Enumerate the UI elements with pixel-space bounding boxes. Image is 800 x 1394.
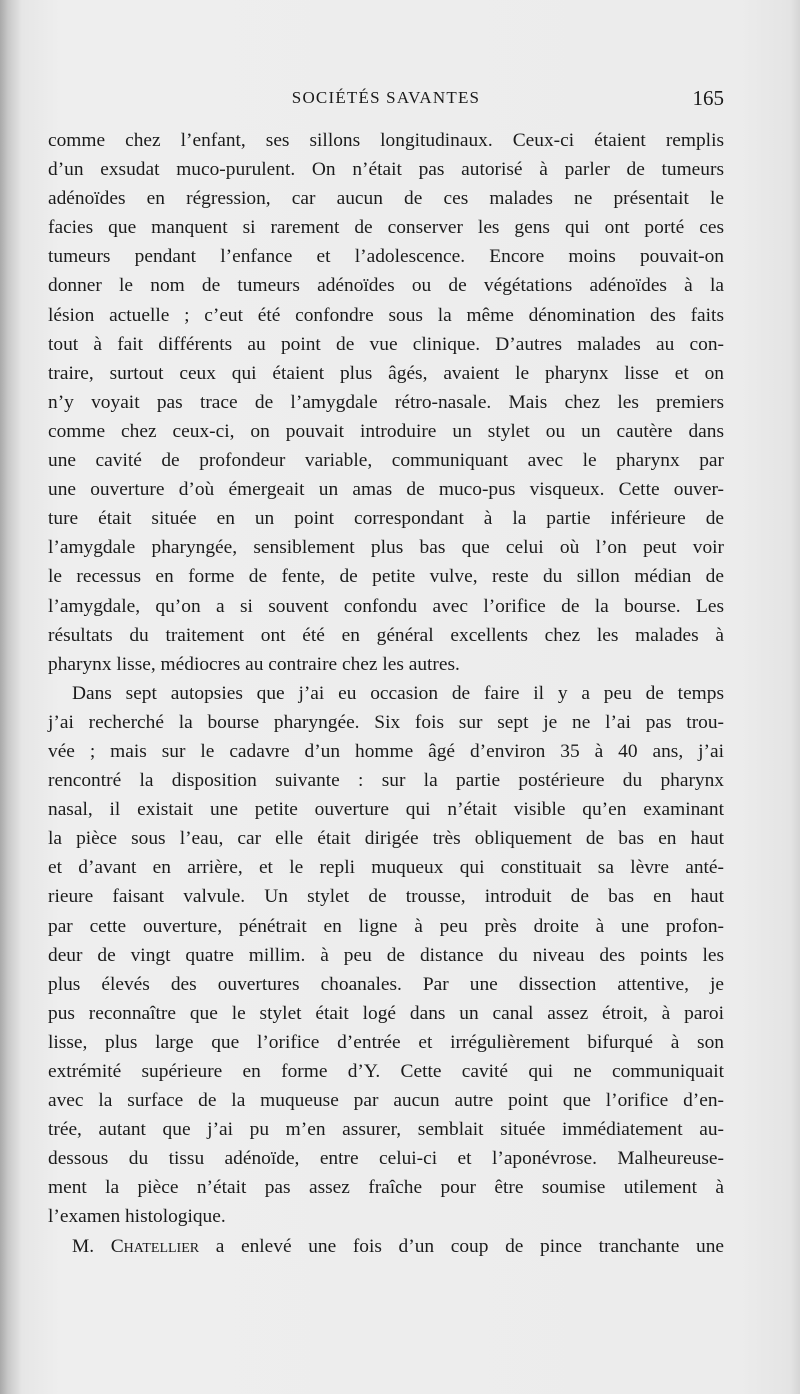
text-line: la pièce sous l’eau, car elle était dirigée très obliquement de bas en haut xyxy=(48,828,724,850)
line-rest: a enlevé une fois d’un coup de pince tranchante une xyxy=(199,1235,724,1257)
body-text xyxy=(48,126,724,1261)
running-head: SOCIÉTÉS SAVANTES xyxy=(291,88,481,107)
text-line: dessous du tissu adénoïde, entre celui-ci et l’aponévrose. Malheureuse- xyxy=(48,1148,724,1170)
text-line: donner le nom de tumeurs adénoïdes ou de végétations adénoïdes à la xyxy=(48,275,724,297)
text-line: résultats du traitement ont été en général excellents chez les malades à xyxy=(48,624,724,646)
page-number: 165 xyxy=(692,86,724,110)
text-line: trée, autant que j’ai pu m’en assurer, semblait située immédiatement au- xyxy=(48,1119,724,1141)
text-line: extrémité supérieure en forme d’Y. Cette cavité qui ne communiquait xyxy=(48,1061,724,1082)
text-line: vée ; mais sur le cadavre d’un homme âgé d’environ 35 à 40 ans, j’ai xyxy=(48,740,724,762)
text-line: j’ai recherché la bourse pharyngée. Six fois sur sept je ne l’ai pas trou- xyxy=(48,711,724,733)
text-line: une cavité de profondeur variable, communiquant avec le pharynx par xyxy=(48,450,724,472)
text-line: traire, surtout ceux qui étaient plus âgés, avaient le pharynx lisse et on xyxy=(48,362,724,384)
text-line: d’un exsudat muco-purulent. On n’était pas autorisé à parler de tumeurs xyxy=(48,159,724,181)
text-line: l’amygdale, qu’on a si souvent confondu avec l’orifice de la bourse. Les xyxy=(48,595,724,617)
line-prefix: M. xyxy=(72,1235,111,1257)
text-line: le recessus en forme de fente, de petite vulve, reste du sillon médian de xyxy=(48,566,724,588)
page-header xyxy=(48,86,724,116)
text-line: plus élevés des ouvertures choanales. Par une dissection attentive, je xyxy=(48,973,724,995)
text-line: et d’avant en arrière, et le repli muqueux qui constituait sa lèvre anté- xyxy=(48,857,724,879)
text-line: par cette ouverture, pénétrait en ligne à peu près droite à une profon- xyxy=(48,915,724,937)
text-line: lisse, plus large que l’orifice d’entrée et irrégulièrement bifurqué à son xyxy=(48,1031,724,1053)
text-line: l’amygdale pharyngée, sensiblement plus bas que celui où l’on peut voir xyxy=(48,537,724,559)
text-line: Dans sept autopsies que j’ai eu occasion de faire il y a peu de temps xyxy=(72,682,724,704)
text-line: nasal, il existait une petite ouverture qui n’était visible qu’en examinant xyxy=(48,799,724,821)
text-line: n’y voyait pas trace de l’amygdale rétro-nasale. Mais chez les premiers xyxy=(48,391,724,413)
text-line: rieure faisant valvule. Un stylet de trousse, introduit de bas en haut xyxy=(48,886,724,908)
text-line: pus reconnaître que le stylet était logé dans un canal assez étroit, à paroi xyxy=(48,1002,724,1024)
text-line: avec la surface de la muqueuse par aucun autre point que l’orifice d’en- xyxy=(48,1090,724,1112)
text-line: adénoïdes en régression, car aucun de ces malades ne présentait le xyxy=(48,188,724,210)
text-line: facies que manquent si rarement de conserver les gens qui ont porté ces xyxy=(48,217,724,239)
text-line: comme chez l’enfant, ses sillons longitudinaux. Ceux-ci étaient remplis xyxy=(48,130,724,151)
text-line: rencontré la disposition suivante : sur la partie postérieure du pharynx xyxy=(48,770,724,792)
text-line: lésion actuelle ; c’eut été confondre sous la même dénomination des faits xyxy=(48,304,724,326)
text-line: deur de vingt quatre millim. à peu de distance du niveau des points les xyxy=(48,944,724,966)
text-line: comme chez ceux-ci, on pouvait introduire un stylet ou un cautère dans xyxy=(48,420,724,442)
text-line: une ouverture d’où émergeait un amas de muco-pus visqueux. Cette ouver- xyxy=(48,479,724,501)
text-line: l’examen histologique. xyxy=(48,1206,226,1228)
author-name: Chatellier xyxy=(110,1235,200,1257)
text-line: tout à fait différents au point de vue clinique. D’autres malades au con- xyxy=(48,333,724,355)
text-line: tumeurs pendant l’enfance et l’adolescence. Encore moins pouvait-on xyxy=(48,246,724,268)
text-line: ment la pièce n’était pas assez fraîche pour être soumise utilement à xyxy=(48,1177,724,1199)
text-line xyxy=(48,1232,724,1261)
text-line: pharynx lisse, médiocres au contraire chez les autres. xyxy=(48,653,460,675)
text-line: ture était située en un point correspondant à la partie inférieure de xyxy=(48,508,724,530)
